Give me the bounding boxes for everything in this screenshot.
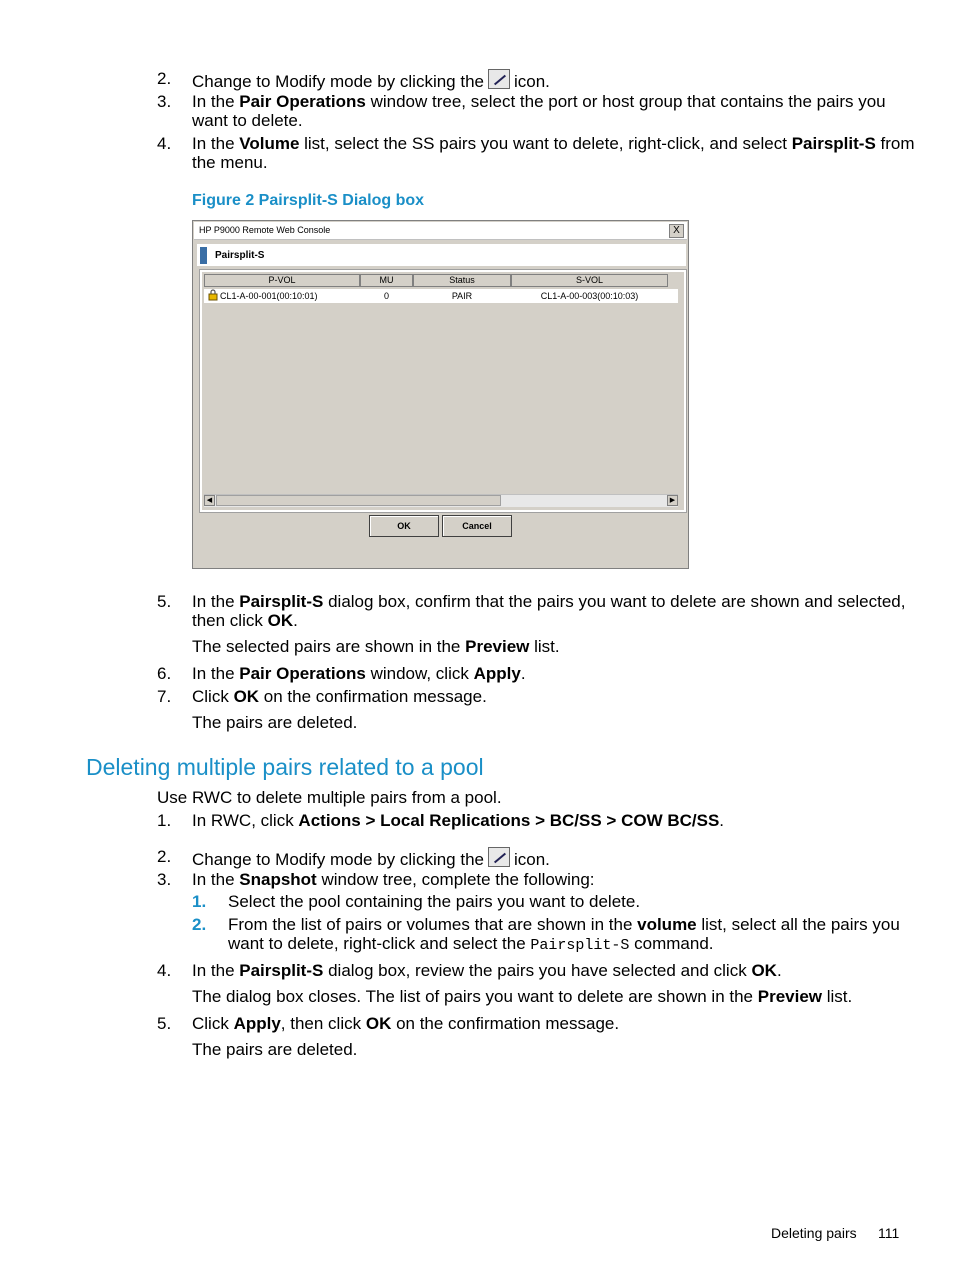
- step-text: Change to Modify mode by clicking the: [192, 850, 484, 869]
- step-text: list, select the SS pairs you want to delete, right-click, and select: [299, 134, 792, 153]
- column-header-svol[interactable]: S-VOL: [511, 274, 668, 287]
- substep-text: command.: [629, 934, 714, 953]
- ui-term: Pair Operations: [239, 664, 366, 683]
- step-text: In the: [192, 592, 240, 611]
- step-text: dialog box, confirm that the pairs you want to delete are shown and selected,: [323, 592, 906, 611]
- menu-path-bc-ss: BC/SS: [549, 811, 602, 830]
- ui-term: OK: [751, 961, 777, 980]
- substep-text: list, select all the pairs you: [696, 915, 900, 934]
- step-text: .: [293, 611, 298, 630]
- step-text: dialog box, review the pairs you have selected and click: [323, 961, 752, 980]
- menu-path-separator: >: [360, 811, 381, 830]
- step-number: 2.: [157, 847, 172, 866]
- step-text: .: [776, 961, 782, 980]
- ui-term: OK: [267, 611, 294, 630]
- note-text: The selected pairs are shown in the: [192, 637, 466, 656]
- step-text: Click: [192, 1014, 234, 1033]
- cell-mu: 0: [383, 291, 389, 301]
- ui-term: Volume: [239, 134, 300, 153]
- step-text: In the: [192, 664, 240, 683]
- column-header-mu[interactable]: MU: [360, 274, 413, 287]
- column-header-pvol[interactable]: P-VOL: [204, 274, 360, 287]
- ui-term: Apply: [233, 1014, 281, 1033]
- step-number: 2.: [157, 69, 172, 88]
- substep-text: Select the pool containing the pairs you want to delete.: [228, 892, 641, 911]
- ui-term: Preview: [757, 987, 822, 1006]
- step-text: icon.: [514, 72, 550, 91]
- command-code: Pairsplit-S: [530, 937, 630, 954]
- ui-term: Pairsplit-S: [239, 961, 324, 980]
- modify-mode-icon: [488, 69, 510, 89]
- pairsplit-dialog: [192, 220, 689, 569]
- menu-path-local-replications: Local Replications: [380, 811, 531, 830]
- step-5-cont: [192, 611, 298, 631]
- step-number: 5.: [157, 592, 172, 611]
- step-number: 3.: [157, 870, 172, 889]
- menu-path-actions: Actions: [298, 811, 361, 830]
- step-text: on the confirmation message.: [259, 687, 487, 706]
- substep-number: 2.: [192, 915, 207, 934]
- substep-text: From the list of pairs or volumes that are shown in the: [228, 915, 638, 934]
- step-text: .: [520, 664, 526, 683]
- dialog-header: [197, 244, 686, 266]
- horizontal-scrollbar[interactable]: [204, 494, 678, 507]
- step-text: In RWC, click: [192, 811, 299, 830]
- step-4-cont: the menu.: [192, 153, 268, 172]
- ui-term: OK: [365, 1014, 392, 1033]
- figure-caption: Figure 2 Pairsplit-S Dialog box: [192, 192, 425, 209]
- step-text: icon.: [514, 850, 550, 869]
- ui-term: Pairsplit-S: [791, 134, 876, 153]
- step-text: In the: [192, 870, 240, 889]
- step-7-note: The pairs are deleted.: [192, 713, 358, 732]
- pair-status-icon: [207, 289, 219, 301]
- step-number: 6.: [157, 664, 172, 683]
- cancel-button[interactable]: Cancel: [442, 515, 512, 537]
- step-text: Click: [192, 687, 234, 706]
- close-icon[interactable]: X: [669, 224, 684, 238]
- step-number: 3.: [157, 92, 172, 111]
- step-number: 1.: [157, 811, 172, 830]
- substep-number: 1.: [192, 892, 207, 911]
- substep-2-cont: [228, 934, 714, 956]
- footer-section: Deleting pairs: [771, 1225, 857, 1241]
- step-text: window tree, select the port or host group that contains the pairs you: [365, 92, 886, 111]
- scroll-left-icon[interactable]: ◀: [204, 495, 215, 506]
- step-text: In the: [192, 134, 240, 153]
- menu-path-cow-bc-ss: COW BC/SS: [621, 811, 720, 830]
- cell-status: PAIR: [451, 291, 473, 301]
- ui-term: Preview: [465, 637, 530, 656]
- step-text: In the: [192, 92, 240, 111]
- ui-term: OK: [233, 687, 260, 706]
- section-heading: Deleting multiple pairs related to a pool: [86, 754, 484, 780]
- step-3-cont: want to delete.: [192, 111, 303, 130]
- step-text: on the confirmation message.: [391, 1014, 620, 1033]
- section-step-4-note: [192, 987, 852, 1007]
- dialog-titlebar: [194, 222, 687, 240]
- step-number: 4.: [157, 134, 172, 153]
- step-5-note: [192, 637, 560, 657]
- step-number: 5.: [157, 1014, 172, 1033]
- note-text: The dialog box closes. The list of pairs you want to delete are shown in the: [192, 987, 758, 1006]
- step-text: window, click: [365, 664, 474, 683]
- cell-pvol: CL1-A-00-001(00:10:01): [220, 291, 318, 301]
- ui-term: Snapshot: [239, 870, 317, 889]
- ok-button[interactable]: OK: [369, 515, 439, 537]
- step-number: 4.: [157, 961, 172, 980]
- modify-mode-icon: [488, 847, 510, 867]
- step-text: Change to Modify mode by clicking the: [192, 72, 484, 91]
- menu-path-separator: >: [601, 811, 622, 830]
- substep-text: want to delete, right-click and select the: [228, 934, 531, 953]
- note-text: list.: [529, 637, 560, 656]
- step-number: 7.: [157, 687, 172, 706]
- step-text: In the: [192, 961, 240, 980]
- dialog-heading: Pairsplit-S: [215, 250, 265, 261]
- section-intro: Use RWC to delete multiple pairs from a pool.: [157, 788, 502, 807]
- page-number: 111: [878, 1225, 900, 1241]
- section-step-5-note: The pairs are deleted.: [192, 1040, 358, 1059]
- menu-path-separator: >: [530, 811, 550, 830]
- step-text: from: [875, 134, 915, 153]
- step-text: , then click: [280, 1014, 366, 1033]
- step-text: .: [719, 811, 725, 830]
- step-text: then click: [192, 611, 268, 630]
- window-title: HP P9000 Remote Web Console: [199, 225, 331, 235]
- column-header-status[interactable]: Status: [413, 274, 511, 287]
- pairs-table: [200, 270, 686, 512]
- ui-term: Apply: [473, 664, 521, 683]
- cell-svol: CL1-A-00-003(00:10:03): [540, 291, 639, 301]
- ui-term: volume: [637, 915, 697, 934]
- scroll-thumb[interactable]: [216, 495, 501, 506]
- ui-term: Pairsplit-S: [239, 592, 324, 611]
- header-accent: [200, 247, 207, 264]
- step-text: window tree, complete the following:: [316, 870, 595, 889]
- scroll-right-icon[interactable]: ▶: [667, 495, 678, 506]
- ui-term: Pair Operations: [239, 92, 366, 111]
- note-text: list.: [822, 987, 853, 1006]
